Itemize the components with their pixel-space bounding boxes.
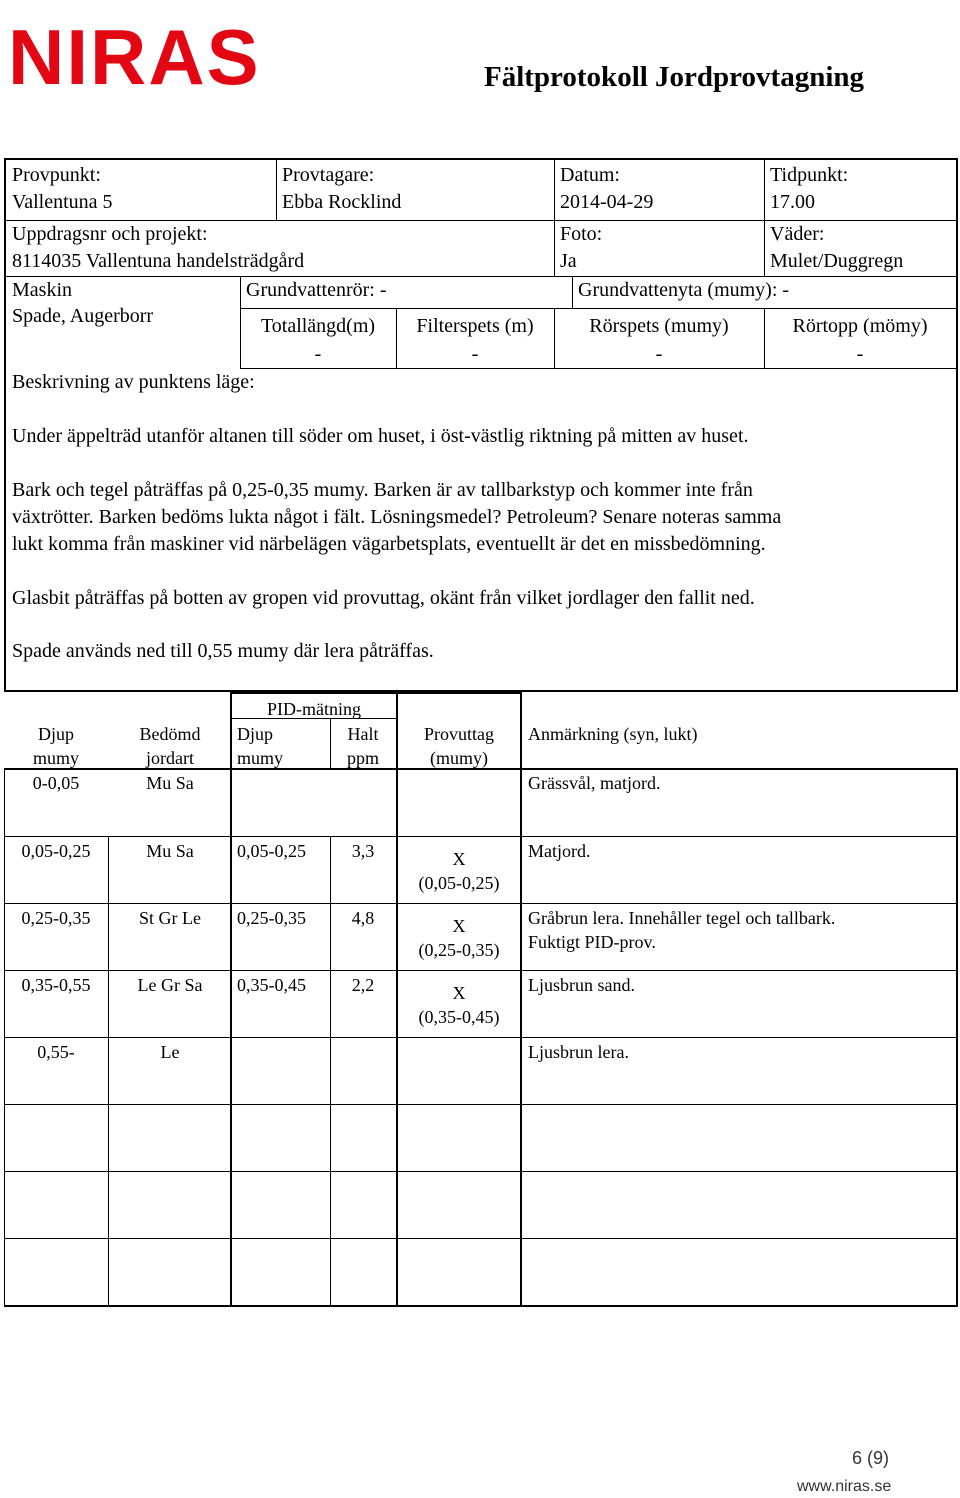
- beskrivning-label: Beskrivning av punktens läge:: [12, 371, 255, 393]
- provtagare-value: Ebba Rocklind: [282, 191, 402, 213]
- cell-djup: 0,55-: [37, 1042, 75, 1062]
- cell-djup: 0-0,05: [32, 773, 80, 793]
- cell-provuttag-mark: X: [452, 849, 466, 869]
- cell-halt: 2,2: [351, 975, 375, 995]
- uppdrag-label: Uppdragsnr och projekt:: [12, 223, 208, 245]
- cell-jordart: St Gr Le: [139, 908, 201, 928]
- rortopp-label: Rörtopp (mömy): [792, 315, 928, 337]
- description-paragraph: Glasbit påträffas på botten av gropen vid provuttag, okänt från vilket jordlager den fallit ned.: [12, 587, 755, 609]
- cell-djup: 0,05-0,25: [21, 841, 91, 861]
- foto-value: Ja: [560, 250, 577, 272]
- cell-halt: 4,8: [351, 908, 375, 928]
- cell-jordart: Mu Sa: [146, 841, 194, 861]
- footer-url[interactable]: www.niras.se: [797, 1478, 892, 1495]
- cell-pid-djup: 0,35-0,45: [237, 975, 306, 995]
- header-provuttag: Provuttag: [424, 724, 494, 744]
- maskin-value: Spade, Augerborr: [12, 305, 154, 327]
- header-pid-djup: Djup: [237, 724, 273, 744]
- header-halt: Halt: [347, 724, 379, 744]
- description-paragraph: Under äppelträd utanför altanen till söder om huset, i öst-västlig riktning på mitten av huset.: [12, 425, 749, 447]
- header-djup-unit: mumy: [32, 748, 79, 768]
- cell-anmarkning: Ljusbrun lera.: [528, 1042, 629, 1062]
- cell-provuttag-range: (0,25-0,35): [418, 940, 500, 960]
- rortopp-value: -: [856, 343, 864, 365]
- description-paragraph: lukt komma från maskiner vid närbelägen vägarbetsplats, eventuellt är det en missbedömning.: [12, 533, 766, 555]
- provtagare-label: Provtagare:: [282, 164, 375, 186]
- description-paragraph: Spade används ned till 0,55 mumy där lera påträffas.: [12, 640, 434, 662]
- grundvattenror-label: Grundvattenrör: -: [246, 279, 387, 301]
- description-paragraph: växtrötter. Barken bedöms lukta något i fält. Lösningsmedel? Petroleum? Senare noteras samma: [12, 506, 782, 528]
- cell-pid-djup: 0,05-0,25: [237, 841, 306, 861]
- uppdrag-value: 8114035 Vallentuna handelsträdgård: [12, 250, 305, 272]
- datum-label: Datum:: [560, 164, 620, 186]
- cell-djup: 0,25-0,35: [21, 908, 91, 928]
- cell-provuttag-mark: X: [452, 983, 466, 1003]
- cell-anmarkning-line2: Fuktigt PID-prov.: [528, 932, 656, 952]
- cell-anmarkning: Gråbrun lera. Innehåller tegel och tallbark.: [528, 908, 836, 928]
- cell-provuttag-range: (0,35-0,45): [418, 1007, 500, 1027]
- filterspets-label: Filterspets (m): [416, 315, 534, 337]
- provpunkt-value: Vallentuna 5: [12, 191, 113, 213]
- grundvattenyta-label: Grundvattenyta (mumy): -: [578, 279, 790, 301]
- datum-value: 2014-04-29: [560, 191, 654, 213]
- page-number: 6 (9): [852, 1448, 890, 1468]
- cell-provuttag-mark: X: [452, 916, 466, 936]
- niras-logo: NIRAS: [8, 13, 261, 101]
- header-pid-djup-unit: mumy: [237, 748, 284, 768]
- provpunkt-label: Provpunkt:: [12, 164, 101, 186]
- header-provuttag-unit: (mumy): [430, 748, 488, 768]
- cell-provuttag-range: (0,05-0,25): [418, 873, 500, 893]
- cell-djup: 0,35-0,55: [21, 975, 91, 995]
- header-bedomd: Bedömd: [139, 724, 201, 744]
- maskin-label: Maskin: [12, 279, 72, 301]
- tidpunkt-value: 17.00: [770, 191, 815, 213]
- cell-halt: 3,3: [351, 841, 375, 861]
- totallangd-label: Totallängd(m): [260, 315, 376, 337]
- totallangd-value: -: [314, 343, 322, 365]
- rorspets-label: Rörspets (mumy): [589, 315, 729, 337]
- cell-jordart: Mu Sa: [146, 773, 194, 793]
- vader-value: Mulet/Duggregn: [770, 250, 904, 272]
- cell-anmarkning: Matjord.: [528, 841, 591, 861]
- header-halt-unit: ppm: [346, 748, 379, 768]
- description-paragraph: Bark och tegel påträffas på 0,25-0,35 mumy. Barken är av tallbarkstyp och kommer inte från: [12, 479, 753, 501]
- tidpunkt-label: Tidpunkt:: [770, 164, 849, 186]
- cell-jordart: Le: [160, 1042, 180, 1062]
- header-anmarkning: Anmärkning (syn, lukt): [528, 724, 698, 744]
- header-jordart: jordart: [146, 748, 194, 768]
- vader-label: Väder:: [770, 223, 825, 245]
- filterspets-value: -: [471, 343, 479, 365]
- cell-anmarkning: Grässvål, matjord.: [528, 773, 661, 793]
- cell-jordart: Le Gr Sa: [137, 975, 203, 995]
- foto-label: Foto:: [560, 223, 603, 245]
- header-djup: Djup: [38, 724, 74, 744]
- document-title: Fältprotokoll Jordprovtagning: [484, 61, 865, 93]
- rorspets-value: -: [655, 343, 663, 365]
- cell-anmarkning: Ljusbrun sand.: [528, 975, 635, 995]
- cell-pid-djup: 0,25-0,35: [237, 908, 306, 928]
- header-pid: PID-mätning: [267, 699, 361, 719]
